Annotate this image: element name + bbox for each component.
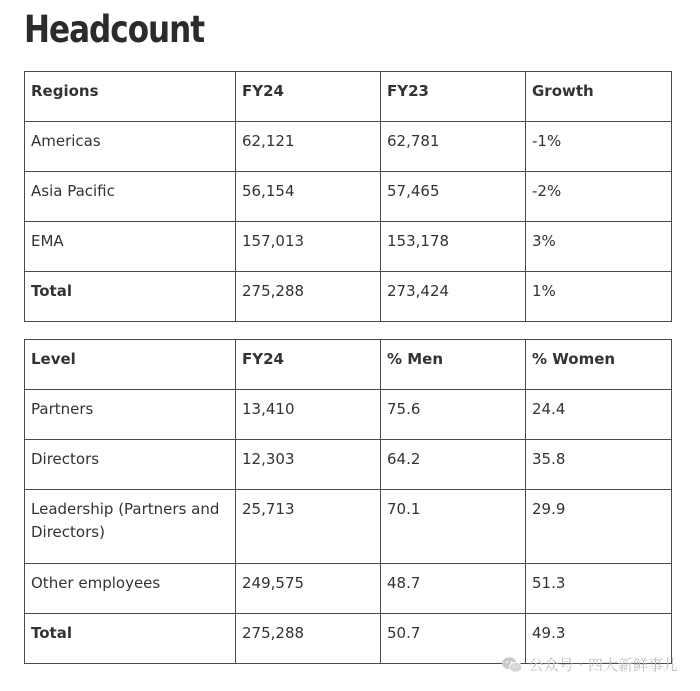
table-cell: -1% bbox=[526, 122, 672, 172]
table-cell: 3% bbox=[526, 222, 672, 272]
header-cell: FY23 bbox=[381, 72, 526, 122]
table-cell: 48.7 bbox=[381, 564, 526, 614]
table-cell: 273,424 bbox=[381, 272, 526, 322]
table-cell: 75.6 bbox=[381, 390, 526, 440]
table-row bbox=[25, 390, 672, 440]
table-row bbox=[25, 440, 672, 490]
table-cell: Leadership (Partners and Directors) bbox=[25, 490, 236, 564]
table-cell: 153,178 bbox=[381, 222, 526, 272]
table-cell: EMA bbox=[25, 222, 236, 272]
table-cell: 62,781 bbox=[381, 122, 526, 172]
table-cell: 56,154 bbox=[236, 172, 381, 222]
table-cell: Other employees bbox=[25, 564, 236, 614]
table-cell: Partners bbox=[25, 390, 236, 440]
table-cell: Americas bbox=[25, 122, 236, 172]
table-cell: Directors bbox=[25, 440, 236, 490]
table-cell: Total bbox=[25, 272, 236, 322]
table-cell: 275,288 bbox=[236, 272, 381, 322]
table-cell: 275,288 bbox=[236, 614, 381, 664]
header-cell: Growth bbox=[526, 72, 672, 122]
table-cell: 62,121 bbox=[236, 122, 381, 172]
table-cell: 50.7 bbox=[381, 614, 526, 664]
table-cell: Total bbox=[25, 614, 236, 664]
table-cell: 157,013 bbox=[236, 222, 381, 272]
header-cell: Level bbox=[25, 340, 236, 390]
table-header-row bbox=[25, 72, 672, 122]
table-cell: 24.4 bbox=[526, 390, 672, 440]
table-cell: Asia Pacific bbox=[25, 172, 236, 222]
table-cell: -2% bbox=[526, 172, 672, 222]
header-cell: % Women bbox=[526, 340, 672, 390]
table-row bbox=[25, 490, 672, 564]
table-cell: 51.3 bbox=[526, 564, 672, 614]
table-row bbox=[25, 172, 672, 222]
header-cell: Regions bbox=[25, 72, 236, 122]
table-cell: 12,303 bbox=[236, 440, 381, 490]
watermark bbox=[501, 654, 678, 675]
table-cell: 64.2 bbox=[381, 440, 526, 490]
table-cell: 29.9 bbox=[526, 490, 672, 564]
level-gender-table bbox=[24, 339, 672, 664]
table-cell: 249,575 bbox=[236, 564, 381, 614]
table-cell: 57,465 bbox=[381, 172, 526, 222]
regions-headcount-table bbox=[24, 71, 672, 322]
table-cell: 49.3 bbox=[526, 614, 672, 664]
table-row bbox=[25, 564, 672, 614]
wechat-icon bbox=[501, 656, 523, 674]
table-cell: 25,713 bbox=[236, 490, 381, 564]
page-title: Headcount bbox=[24, 8, 205, 51]
table-cell: 35.8 bbox=[526, 440, 672, 490]
header-cell: FY24 bbox=[236, 340, 381, 390]
header-cell: FY24 bbox=[236, 72, 381, 122]
table-row bbox=[25, 222, 672, 272]
table-total-row bbox=[25, 272, 672, 322]
table-cell: 70.1 bbox=[381, 490, 526, 564]
table-header-row bbox=[25, 340, 672, 390]
table-row bbox=[25, 122, 672, 172]
table-cell: 13,410 bbox=[236, 390, 381, 440]
header-cell: % Men bbox=[381, 340, 526, 390]
watermark-text: 公众号 · 四大新鲜事儿 bbox=[528, 656, 678, 674]
table-cell: 1% bbox=[526, 272, 672, 322]
